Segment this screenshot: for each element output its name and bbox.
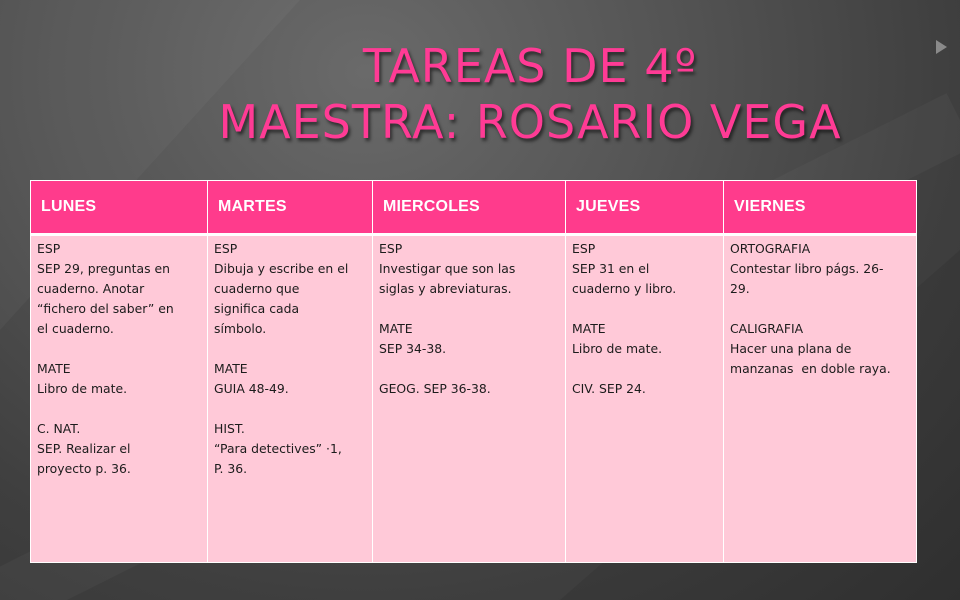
spacer xyxy=(379,299,560,319)
cell-text: SEP 34-38. xyxy=(379,341,447,356)
cell-text: MATE xyxy=(572,321,606,336)
cell-text: 29. xyxy=(730,281,750,296)
cell-text: cuaderno que xyxy=(214,281,300,296)
spacer xyxy=(730,299,911,319)
cell-text: Libro de mate. xyxy=(37,381,128,396)
cell-text: Contestar libro págs. 26- xyxy=(730,261,884,276)
cell-viernes xyxy=(724,235,917,563)
cell-text: “Para detectives” ·1, xyxy=(214,441,342,456)
title-line-2: MAESTRA: ROSARIO VEGA xyxy=(218,95,842,149)
header-viernes: VIERNES xyxy=(724,181,917,235)
cell-text: cuaderno. Anotar xyxy=(37,281,145,296)
cell-text: ESP xyxy=(379,241,403,256)
cell-text: MATE xyxy=(379,321,413,336)
header-martes: MARTES xyxy=(208,181,373,235)
spacer xyxy=(214,339,367,359)
cell-text: GUIA 48-49. xyxy=(214,381,289,396)
cell-text: significa cada xyxy=(214,301,300,316)
spacer xyxy=(572,359,718,379)
cell-text: SEP. Realizar el xyxy=(37,441,131,456)
cell-text: ESP xyxy=(37,241,61,256)
cell-lunes xyxy=(31,235,208,563)
cell-text: MATE xyxy=(214,361,248,376)
cell-text: Investigar que son las xyxy=(379,261,516,276)
cell-text: el cuaderno. xyxy=(37,321,114,336)
header-lunes: LUNES xyxy=(31,181,208,235)
cell-text: SEP 31 en el xyxy=(572,261,650,276)
cell-martes xyxy=(208,235,373,563)
cell-text: manzanas en doble raya. xyxy=(730,361,891,376)
slide-title xyxy=(180,38,880,150)
cell-text: cuaderno y libro. xyxy=(572,281,677,296)
cell-text: GEOG. SEP 36-38. xyxy=(379,381,491,396)
spacer xyxy=(572,299,718,319)
header-miercoles: MIERCOLES xyxy=(373,181,566,235)
cell-text: siglas y abreviaturas. xyxy=(379,281,512,296)
cell-text: P. 36. xyxy=(214,461,248,476)
cell-text: CIV. SEP 24. xyxy=(572,381,646,396)
table-header-row xyxy=(31,181,917,235)
cell-text: ESP xyxy=(214,241,238,256)
spacer xyxy=(37,339,202,359)
spacer xyxy=(379,359,560,379)
cell-text: Hacer una plana de xyxy=(730,341,852,356)
cell-miercoles xyxy=(373,235,566,563)
cell-text: CALIGRAFIA xyxy=(730,321,804,336)
header-jueves: JUEVES xyxy=(566,181,724,235)
cell-text: “fichero del saber” en xyxy=(37,301,174,316)
cell-text: Dibuja y escribe en el xyxy=(214,261,349,276)
cell-text: Libro de mate. xyxy=(572,341,663,356)
cell-jueves xyxy=(566,235,724,563)
cell-text: SEP 29, preguntas en xyxy=(37,261,170,276)
cell-text: símbolo. xyxy=(214,321,267,336)
table-row xyxy=(31,235,917,563)
cell-text: ORTOGRAFIA xyxy=(730,241,811,256)
spacer xyxy=(37,399,202,419)
slide-bullet-arrow-icon xyxy=(936,40,947,54)
homework-table xyxy=(30,180,917,563)
cell-text: proyecto p. 36. xyxy=(37,461,131,476)
cell-text: C. NAT. xyxy=(37,421,81,436)
cell-text: ESP xyxy=(572,241,596,256)
title-line-1: TAREAS DE 4º xyxy=(362,39,698,93)
spacer xyxy=(214,399,367,419)
cell-text: MATE xyxy=(37,361,71,376)
cell-text: HIST. xyxy=(214,421,245,436)
